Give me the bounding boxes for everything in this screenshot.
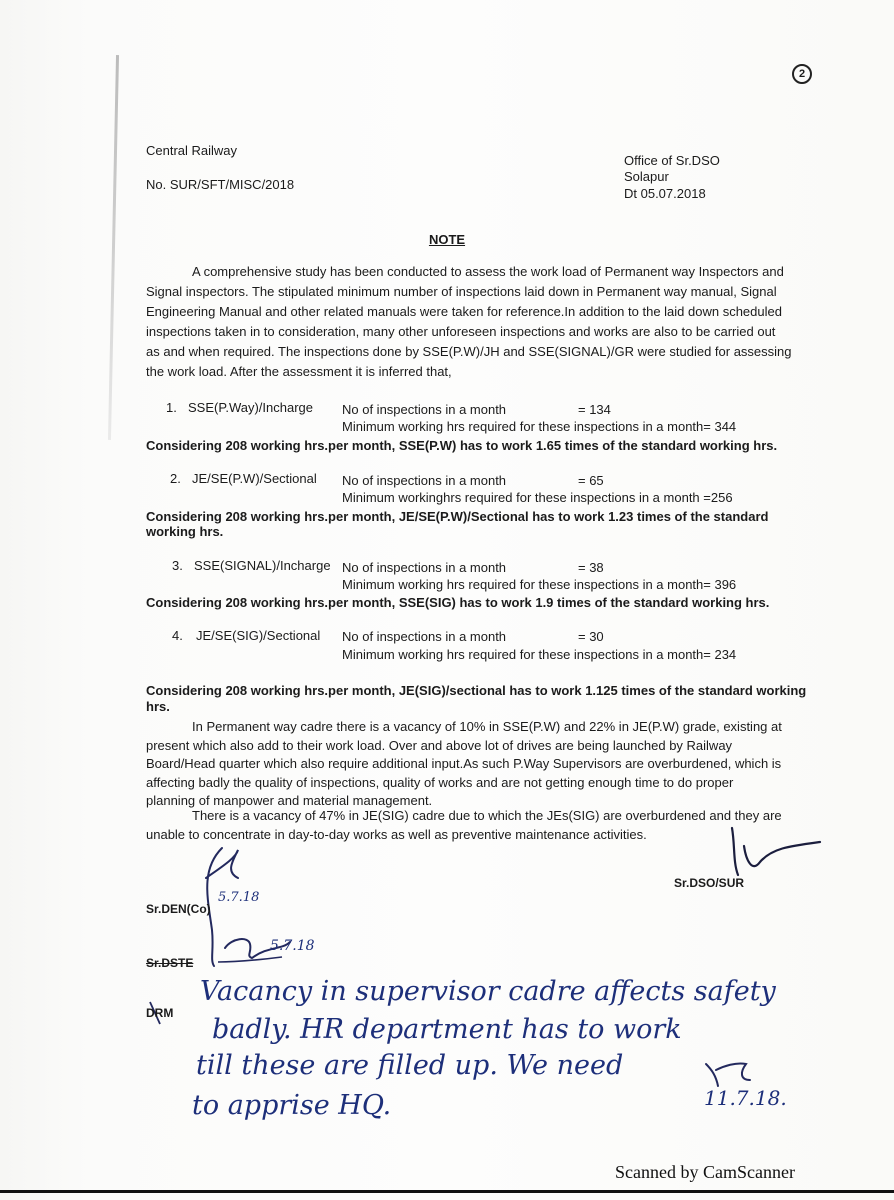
item-number: 3. xyxy=(172,558,183,573)
item-conclusion: hrs. xyxy=(146,699,170,714)
item-inspections-value: = 38 xyxy=(578,560,604,575)
item-post: SSE(P.Way)/Incharge xyxy=(188,400,313,415)
item-post: JE/SE(SIG)/Sectional xyxy=(196,628,321,643)
item-hours: Minimum working hrs required for these inspections in a month= 344 xyxy=(342,419,737,434)
office-place: Solapur xyxy=(624,169,669,184)
item-inspections-value: = 134 xyxy=(578,402,611,417)
item-conclusion: Considering 208 working hrs.per month, JE/SE(P.W)/Sectional has to work 1.23 times of the standard xyxy=(146,509,769,524)
item-number: 2. xyxy=(170,471,181,486)
handwritten-drm-date: 11.7.18. xyxy=(704,1086,787,1110)
sr-dste-label: Sr.DSTE xyxy=(146,956,194,970)
item-inspections-value: = 30 xyxy=(578,629,604,644)
item-inspections-label: No of inspections in a month xyxy=(342,560,507,575)
item-number: 4. xyxy=(172,628,183,643)
sr-dso-label: Sr.DSO/SUR xyxy=(674,876,745,890)
intro-line: Engineering Manual and other related manuals were taken for reference.In addition to the laid down scheduled xyxy=(146,304,782,319)
paragraph-line: planning of manpower and material management. xyxy=(146,793,433,809)
drm-label: DRM xyxy=(146,1006,174,1020)
paragraph-line: unable to concentrate in day-to-day works as well as preventive maintenance activities. xyxy=(146,826,647,842)
item-inspections-label: No of inspections in a month xyxy=(342,402,507,417)
intro-line: inspections taken in to consideration, many other unforeseen inspections and works are also to be carried out xyxy=(146,324,776,339)
item-post: JE/SE(P.W)/Sectional xyxy=(192,471,317,486)
remark-line: to apprise HQ. xyxy=(192,1090,392,1121)
item-conclusion: working hrs. xyxy=(146,524,224,539)
camscanner-footer: Scanned by CamScanner xyxy=(615,1162,795,1182)
item-hours: Minimum workinghrs required for these inspections in a month =256 xyxy=(342,490,733,505)
paragraph-line: Board/Head quarter which also require additional input.As such P.Way Supervisors are overburdened, which is xyxy=(146,756,782,772)
item-conclusion: Considering 208 working hrs.per month, SSE(P.W) has to work 1.65 times of the standard working hrs. xyxy=(146,438,778,453)
item-number: 1. xyxy=(166,400,177,415)
intro-line: as and when required. The inspections done by SSE(P.W)/JH and SSE(SIGNAL)/GR were studied for assessing xyxy=(146,344,792,359)
item-inspections-value: = 65 xyxy=(578,473,604,488)
remark-line: Vacancy in supervisor cadre affects safety xyxy=(200,976,776,1007)
document-date: Dt 05.07.2018 xyxy=(624,186,706,201)
item-hours: Minimum working hrs required for these inspections in a month= 234 xyxy=(342,647,737,662)
remark-line: till these are filled up. We need xyxy=(196,1050,624,1081)
item-post: SSE(SIGNAL)/Incharge xyxy=(194,558,331,573)
paragraph-line: There is a vacancy of 47% in JE(SIG) cadre due to which the JEs(SIG) are overburdened and they are xyxy=(192,808,782,823)
handwritten-dste-date: 5.7.18 xyxy=(270,938,315,954)
paragraph-line: present which also add to their work load. Over and above lot of drives are being launched by Railway xyxy=(146,737,733,753)
page-number: 2 xyxy=(792,64,812,84)
note-title: NOTE xyxy=(428,232,466,247)
reference-number: No. SUR/SFT/MISC/2018 xyxy=(146,177,295,192)
org-name: Central Railway xyxy=(146,143,238,158)
sr-den-label: Sr.DEN(Co) xyxy=(146,902,211,916)
item-inspections-label: No of inspections in a month xyxy=(342,629,507,644)
bottom-rule xyxy=(0,1190,894,1193)
intro-line: A comprehensive study has been conducted to assess the work load of Permanent way Inspectors and xyxy=(192,264,784,279)
remark-line: badly. HR department has to work xyxy=(212,1014,682,1045)
item-inspections-label: No of inspections in a month xyxy=(342,473,507,488)
handwritten-den-date: 5.7.18 xyxy=(218,890,260,905)
office-name: Office of Sr.DSO xyxy=(624,153,720,168)
paragraph-line: In Permanent way cadre there is a vacancy of 10% in SSE(P.W) and 22% in JE(P.W) grade, existing at xyxy=(192,719,782,734)
intro-line: the work load. After the assessment it is inferred that, xyxy=(146,364,452,379)
intro-line: Signal inspectors. The stipulated minimum number of inspections laid down in Permanent way manual, Signal xyxy=(146,284,777,299)
item-hours: Minimum working hrs required for these inspections in a month= 396 xyxy=(342,577,737,592)
paragraph-line: affecting badly the quality of inspections, quality of works and are not getting enough time to do proper xyxy=(146,774,734,790)
item-conclusion: Considering 208 working hrs.per month, SSE(SIG) has to work 1.9 times of the standard working hrs. xyxy=(146,595,770,610)
item-conclusion: Considering 208 working hrs.per month, JE(SIG)/sectional has to work 1.125 times of the standard working xyxy=(146,683,807,698)
